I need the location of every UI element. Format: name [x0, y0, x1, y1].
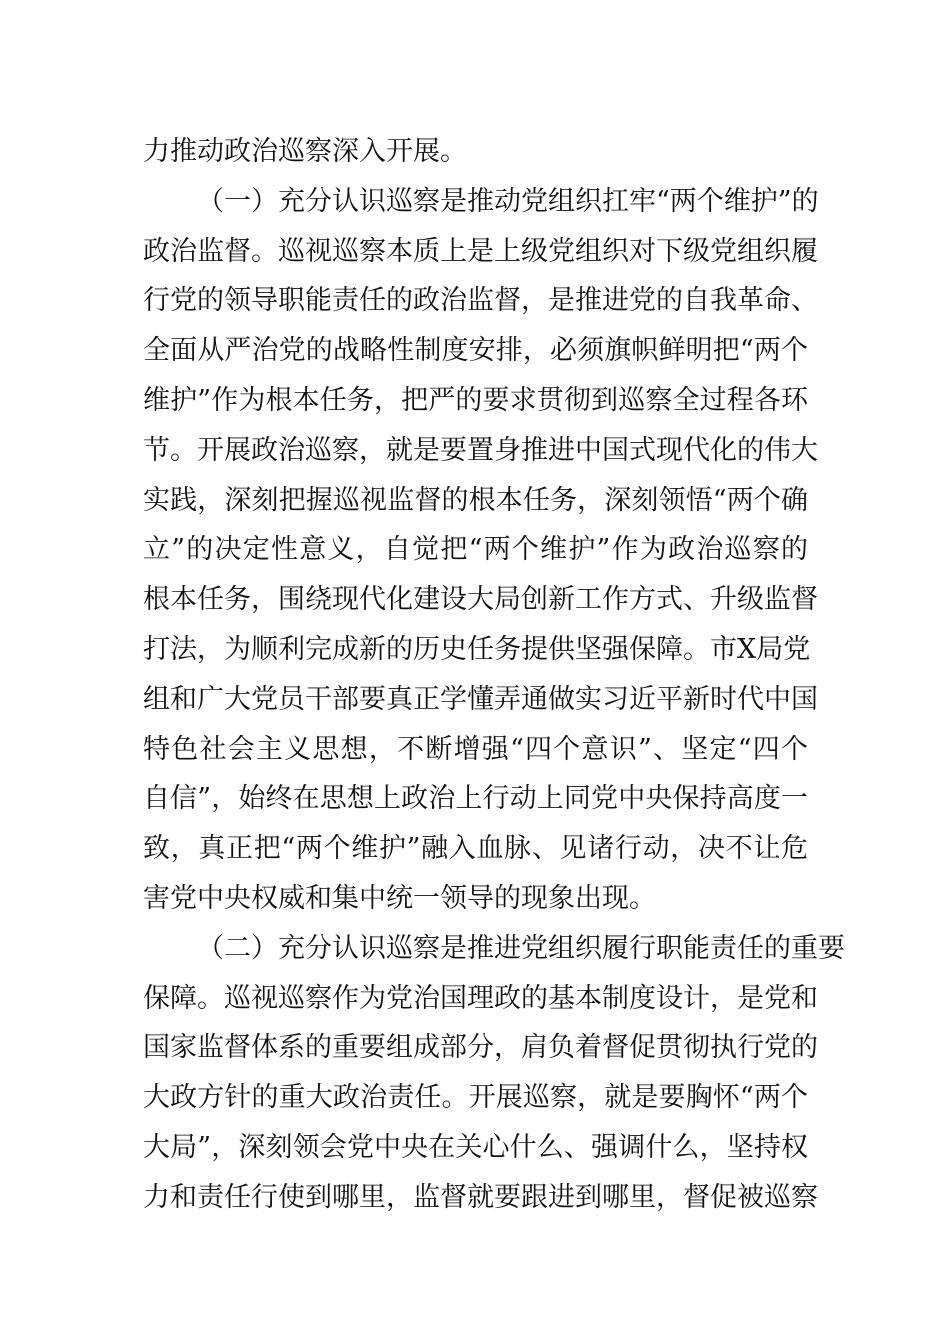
text-line: 特色社会主义思想，不断增强“四个意识”、坚定“四个	[143, 733, 808, 765]
text-line: 保障。巡视巡察作为党治国理政的基本制度设计，是党和	[143, 982, 818, 1014]
text-line: 力和责任行使到哪里，监督就要跟进到哪里，督促被巡察	[143, 1181, 818, 1213]
text-line: 大局”，深刻领会党中央在关心什么、强调什么，坚持权	[143, 1131, 808, 1163]
body-text	[143, 127, 845, 1223]
text-line: 立”的决定性意义，自觉把“两个维护”作为政治巡察的	[143, 534, 808, 566]
text-line: 致，真正把“两个维护”融入血脉、见诸行动，决不让危	[143, 833, 808, 865]
text-line: 节。开展政治巡察，就是要置身推进中国式现代化的伟大	[143, 434, 818, 466]
text-line: 害党中央权威和集中统一领导的现象出现。	[143, 882, 656, 914]
text-line: 自信”，始终在思想上政治上行动上同党中央保持高度一	[143, 783, 808, 815]
text-line: 国家监督体系的重要组成部分，肩负着督促贯彻执行党的	[143, 1032, 818, 1064]
text-line: 行党的领导职能责任的政治监督，是推进党的自我革命、	[143, 285, 818, 317]
text-line: 全面从严治党的战略性制度安排，必须旗帜鲜明把“两个	[143, 335, 808, 367]
text-line: 根本任务，围绕现代化建设大局创新工作方式、升级监督	[143, 584, 818, 616]
text-line: 打法，为顺利完成新的历史任务提供坚强保障。市X局党	[143, 633, 811, 665]
text-line: 政治监督。巡视巡察本质上是上级党组织对下级党组织履	[143, 235, 818, 267]
text-line: （一）充分认识巡察是推动党组织扛牢“两个维护”的	[197, 185, 819, 217]
text-line: 维护”作为根本任务，把严的要求贯彻到巡察全过程各环	[143, 384, 808, 416]
text-line: 力推动政治巡察深入开展。	[143, 136, 467, 167]
text-line: （二）充分认识巡察是推进党组织履行职能责任的重要	[197, 932, 845, 964]
text-line: 大政方针的重大政治责任。开展巡察，就是要胸怀“两个	[143, 1082, 808, 1114]
text-line: 实践，深刻把握巡视监督的根本任务，深刻领悟“两个确	[143, 484, 808, 516]
text-line: 组和广大党员干部要真正学懂弄通做实习近平新时代中国	[143, 683, 818, 715]
